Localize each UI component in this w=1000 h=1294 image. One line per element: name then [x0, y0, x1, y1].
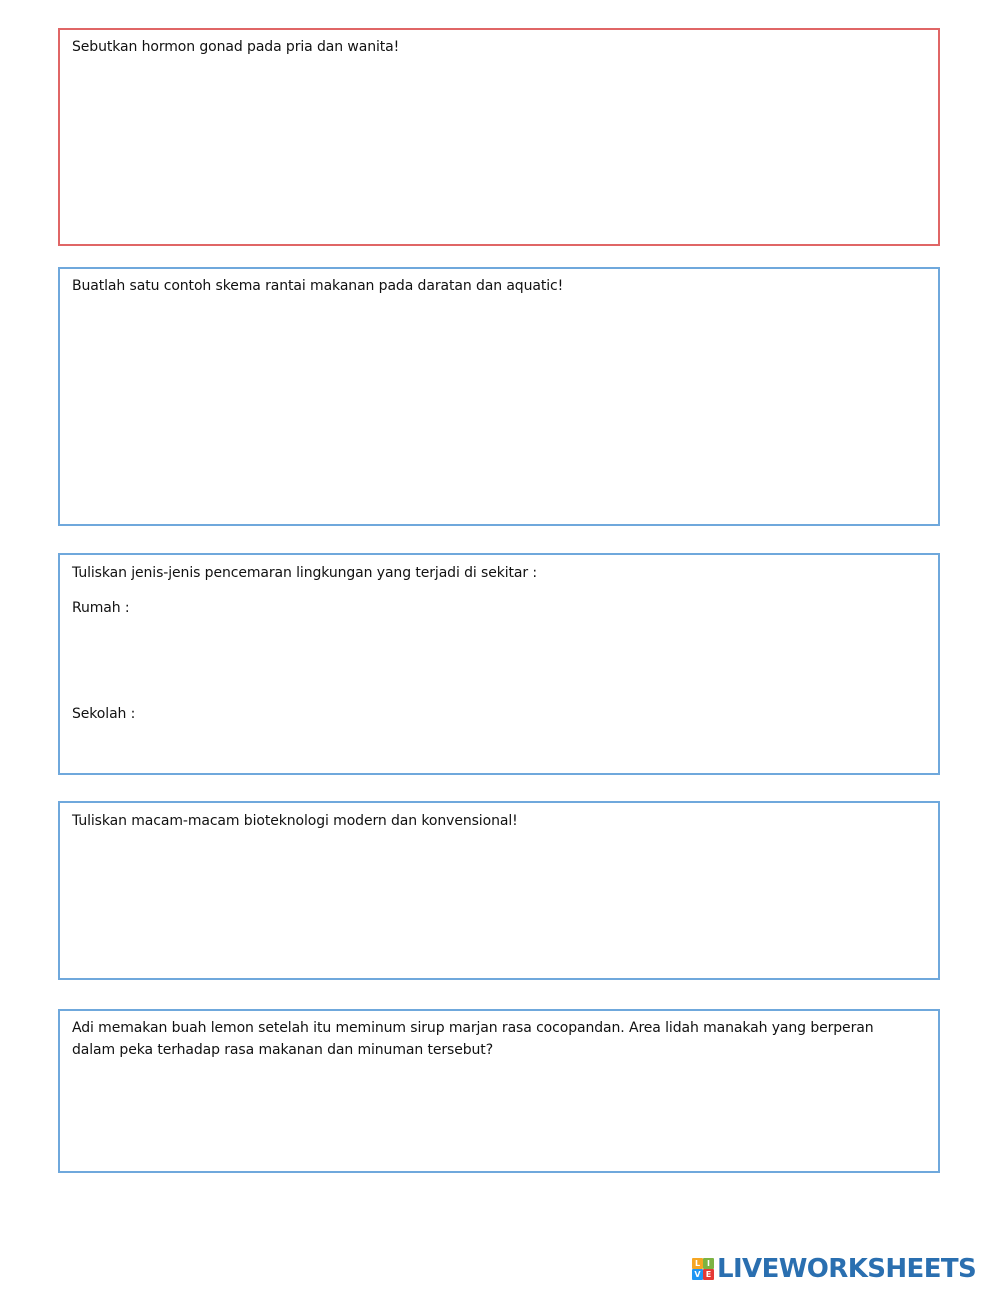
rumah-label: Rumah :: [72, 600, 130, 616]
question-box-1: [58, 28, 940, 246]
question-4-text: Tuliskan macam-macam bioteknologi modern dan konvensional!: [72, 813, 518, 829]
sekolah-label: Sekolah :: [72, 706, 136, 722]
answer-area-1[interactable]: [70, 64, 928, 234]
answer-area-4[interactable]: [70, 839, 928, 968]
logo-letter-l: L: [692, 1258, 703, 1269]
question-5-text: Adi memakan buah lemon setelah itu meminum sirup marjan rasa cocopandan. Area lidah manakah yang berperan dalam peka terhadap rasa makanan dan minuman tersebut?: [72, 1020, 874, 1058]
liveworksheets-logo-icon: [692, 1258, 714, 1280]
logo-letter-e: E: [703, 1269, 714, 1280]
logo-text: LIVEWORKSHEETS: [717, 1254, 977, 1284]
answer-area-5[interactable]: [70, 1067, 928, 1161]
question-box-2: [58, 267, 940, 526]
answer-area-2[interactable]: [70, 303, 928, 514]
question-box-3: [58, 553, 940, 775]
question-2-text: Buatlah satu contoh skema rantai makanan pada daratan dan aquatic!: [72, 278, 564, 294]
question-3-text: Tuliskan jenis-jenis pencemaran lingkungan yang terjadi di sekitar :: [72, 565, 538, 581]
logo-letter-i: I: [703, 1258, 714, 1269]
answer-area-sekolah[interactable]: [70, 729, 928, 765]
liveworksheets-logo: [692, 1256, 976, 1282]
question-1-text: Sebutkan hormon gonad pada pria dan wanita!: [72, 39, 400, 55]
logo-letter-v: V: [692, 1269, 703, 1280]
question-box-4: [58, 801, 940, 980]
question-box-5: [58, 1009, 940, 1173]
answer-area-rumah[interactable]: [70, 623, 928, 697]
